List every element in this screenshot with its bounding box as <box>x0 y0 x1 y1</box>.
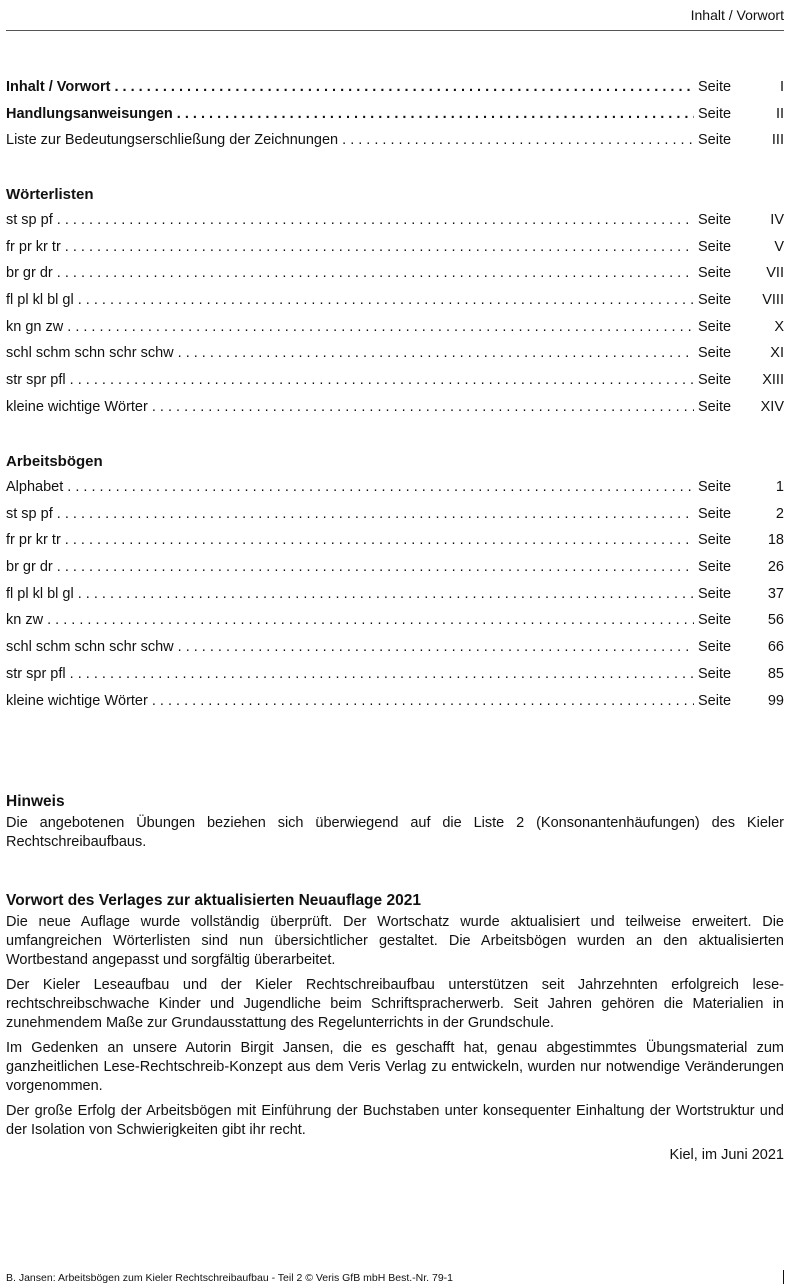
toc-row[interactable] <box>6 368 784 395</box>
hinweis-heading: Hinweis <box>6 793 65 810</box>
toc-label: st sp pf . . . <box>6 212 694 228</box>
toc-label: Handlungsanweisungen . . . <box>6 106 694 122</box>
toc-seite: Seite <box>698 479 732 495</box>
toc-page: 2 <box>775 505 784 522</box>
hinweis-section <box>6 792 784 858</box>
vorwort-section <box>6 891 784 1165</box>
toc-page: X <box>774 318 784 335</box>
toc-row[interactable] <box>6 608 784 635</box>
toc-label: br gr dr . . . <box>6 265 694 281</box>
vorwort-paragraph: Die neue Auflage wurde vollständig überprüft. Der Wortschatz wurde aktualisiert und teilweise erweitert. Die umfangreichen Wörterlisten sind nun übersichtlicher gestaltet. Die Arbeitsbögen wurden an den aktualisierten Wortbestand angepasst und sorgfältig überarbeitet. <box>6 914 784 968</box>
toc-label: Alphabet . . . <box>6 479 694 495</box>
toc-row[interactable] <box>6 102 784 129</box>
toc-page: 37 <box>767 585 784 602</box>
toc-row[interactable] <box>6 261 784 288</box>
header-title: Inhalt / Vorwort <box>690 7 784 23</box>
toc-row[interactable] <box>6 128 784 155</box>
toc-label: kn zw . . . <box>6 612 694 628</box>
toc-arbeitsboegen <box>6 475 784 715</box>
toc-label: schl schm schn schr schw . . . <box>6 345 694 361</box>
toc-seite: Seite <box>698 559 732 576</box>
toc-page: 56 <box>767 612 784 629</box>
toc-label: str spr pfl . . . <box>6 372 694 388</box>
toc-seite: Seite <box>698 105 732 122</box>
toc-seite: Seite <box>698 372 732 389</box>
toc-page: III <box>771 132 784 149</box>
toc-page: VIII <box>762 292 784 309</box>
toc-row[interactable] <box>6 315 784 342</box>
toc-seite: Seite <box>698 345 732 362</box>
toc-seite: Seite <box>698 505 732 522</box>
section-heading-woerterlisten: Wörterlisten <box>6 186 94 203</box>
toc-row[interactable] <box>6 75 784 102</box>
toc-label: fr pr kr tr . . . <box>6 532 694 548</box>
toc-page: 99 <box>767 692 784 709</box>
toc-page: XIII <box>762 372 784 389</box>
toc-seite: Seite <box>698 532 732 549</box>
toc-row[interactable] <box>6 395 784 422</box>
toc-seite: Seite <box>698 692 732 709</box>
toc-row[interactable] <box>6 689 784 716</box>
toc-label: kleine wichtige Wörter . . . <box>6 693 694 709</box>
toc-row[interactable] <box>6 235 784 262</box>
toc-label: str spr pfl . . . <box>6 666 694 682</box>
toc-page: VII <box>766 265 784 282</box>
toc-row[interactable] <box>6 528 784 555</box>
toc-seite: Seite <box>698 318 732 335</box>
toc-seite: Seite <box>698 398 732 415</box>
toc-page: XI <box>770 345 784 362</box>
toc-page: I <box>779 79 784 95</box>
vorwort-heading: Vorwort des Verlages zur aktualisierten Neuauflage 2021 <box>6 892 421 909</box>
vorwort-closing: Kiel, im Juni 2021 <box>669 1147 784 1163</box>
toc-label: Inhalt / Vorwort . . . <box>6 79 694 95</box>
toc-page: IV <box>770 212 784 228</box>
toc-seite: Seite <box>698 612 732 629</box>
toc-row[interactable] <box>6 555 784 582</box>
toc-page: 18 <box>767 532 784 549</box>
section-heading-arbeitsboegen: Arbeitsbögen <box>6 453 103 470</box>
toc-seite: Seite <box>698 292 732 309</box>
toc-page: 1 <box>775 479 784 495</box>
toc-label: schl schm schn schr schw . . . <box>6 639 694 655</box>
toc-label: fl pl kl bl gl . . . <box>6 586 694 602</box>
toc-page: V <box>774 238 784 255</box>
toc-page: II <box>775 105 784 122</box>
page-header <box>6 0 784 31</box>
toc-seite: Seite <box>698 585 732 602</box>
toc-label: fl pl kl bl gl . . . <box>6 292 694 308</box>
vorwort-paragraph: Der Kieler Leseaufbau und der Kieler Rechtschreibaufbau unterstützen seit Jahrzehnten erfolgreich lese-rechtschreibschwache Kinder und Jugendliche beim Schriftspracherwerb. Seit Jahren gehören die Materialien in zunehmendem Maße zur Grundausstattung des Regelunterrichts in der Grundschule. <box>6 977 784 1031</box>
toc-label: kn gn zw . . . <box>6 319 694 335</box>
toc-woerterlisten <box>6 208 784 422</box>
footer-divider <box>783 1270 784 1284</box>
toc-label: fr pr kr tr . . . <box>6 239 694 255</box>
toc-page: XIV <box>760 398 784 415</box>
toc-seite: Seite <box>698 132 732 149</box>
hinweis-text: Die angebotenen Übungen beziehen sich überwiegend auf die Liste 2 (Konsonantenhäufungen) des Kieler Rechtschreibaufbaus. <box>6 815 784 850</box>
toc-page: 85 <box>767 665 784 682</box>
toc-label: Liste zur Bedeutungserschließung der Zeichnungen . . . <box>6 132 694 148</box>
toc-label: kleine wichtige Wörter . . . <box>6 399 694 415</box>
toc-seite: Seite <box>698 79 732 95</box>
toc-seite: Seite <box>698 639 732 656</box>
toc-row[interactable] <box>6 502 784 529</box>
toc-row[interactable] <box>6 662 784 689</box>
toc-row[interactable] <box>6 635 784 662</box>
toc-row[interactable] <box>6 288 784 315</box>
toc-row[interactable] <box>6 341 784 368</box>
toc-main <box>6 75 784 155</box>
toc-page: 66 <box>767 639 784 656</box>
toc-row[interactable] <box>6 475 784 502</box>
toc-label: br gr dr . . . <box>6 559 694 575</box>
toc-row[interactable] <box>6 208 784 235</box>
vorwort-paragraph: Der große Erfolg der Arbeitsbögen mit Einführung der Buchstaben unter konsequenter Einhaltung der Wortstruktur und der Isolation von Schwierigkeiten gibt ihr recht. <box>6 1103 784 1138</box>
toc-seite: Seite <box>698 665 732 682</box>
vorwort-paragraph: Im Gedenken an unsere Autorin Birgit Jansen, die es geschafft hat, genau abgestimmtes Übungsmaterial zum ganzheitlichen Lese-Rechtschreib-Konzept aus dem Veris Verlag zu entwickeln, wurden nur notwendige Veränderungen vorgenommen. <box>6 1040 784 1094</box>
page-footer: B. Jansen: Arbeitsbögen zum Kieler Rechtschreibaufbau - Teil 2 © Veris GfB mbH Best.-Nr. 79-1 <box>6 1272 454 1284</box>
toc-label: st sp pf . . . <box>6 506 694 522</box>
toc-page: 26 <box>767 559 784 576</box>
toc-seite: Seite <box>698 212 732 228</box>
toc-row[interactable] <box>6 582 784 609</box>
toc-seite: Seite <box>698 238 732 255</box>
toc-seite: Seite <box>698 265 732 282</box>
